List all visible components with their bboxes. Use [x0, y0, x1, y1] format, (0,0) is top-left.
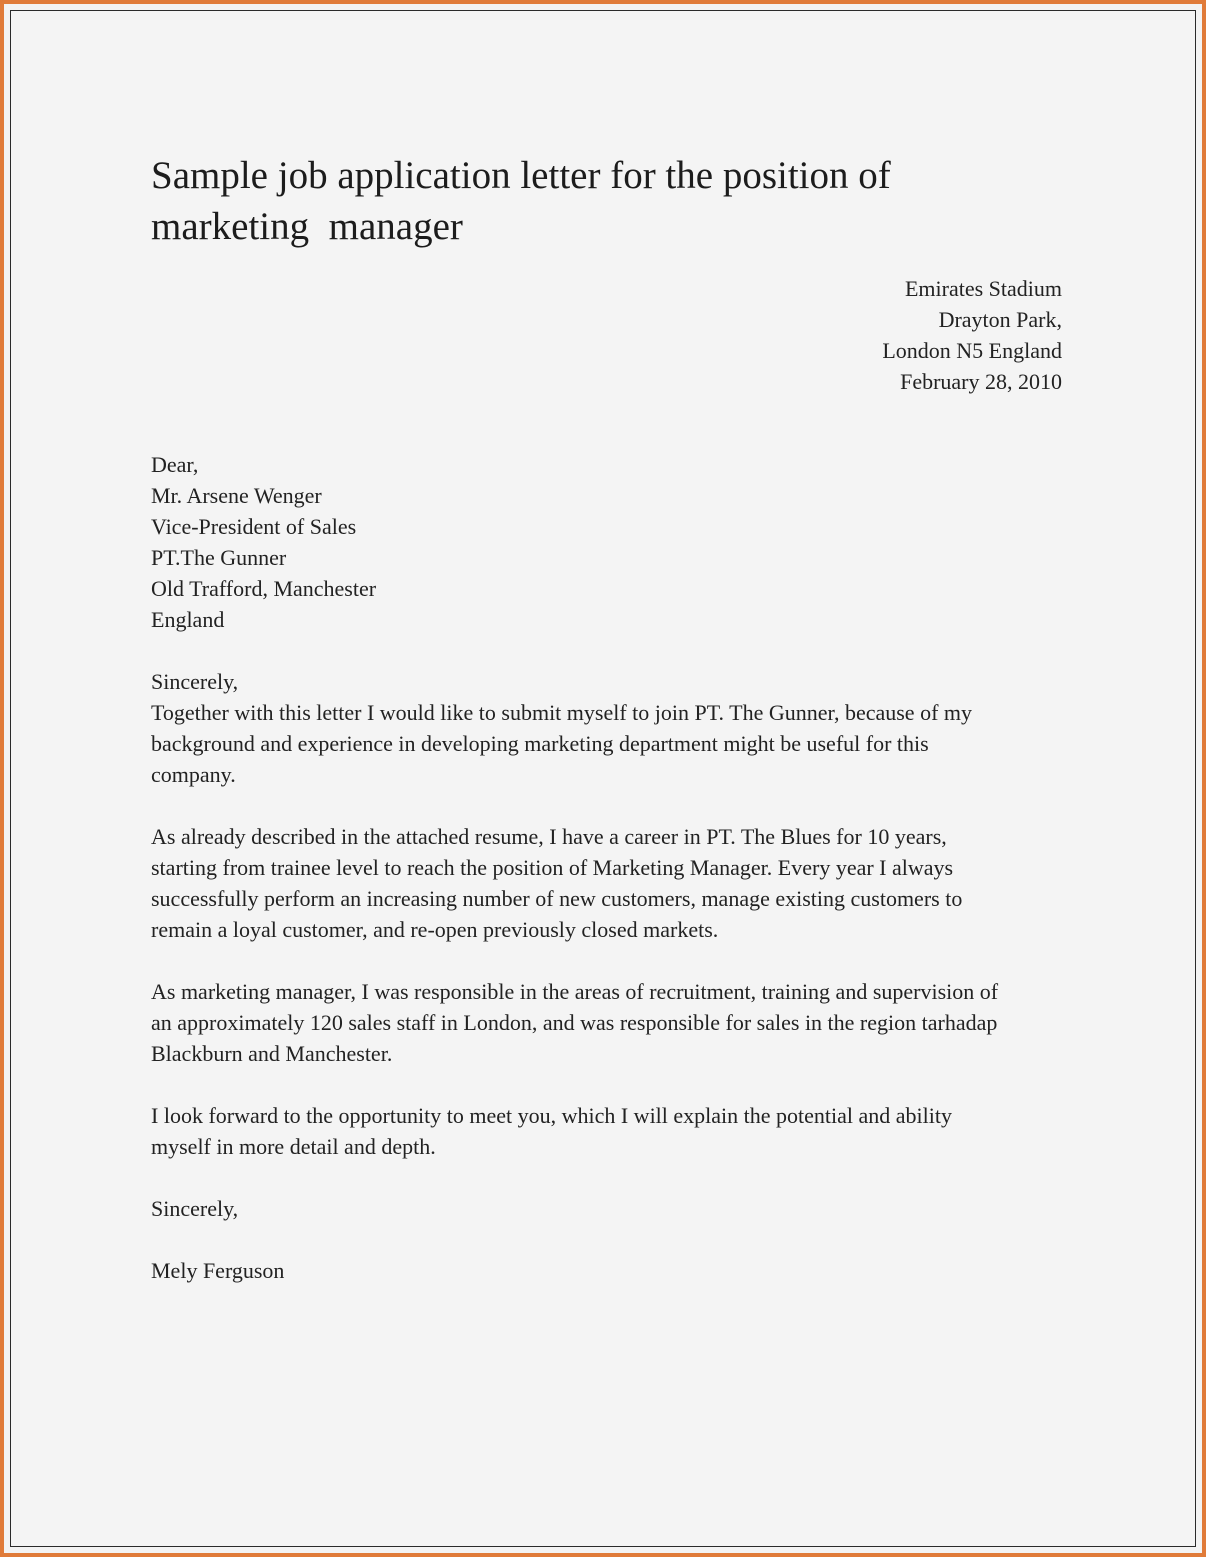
- address-line: London N5 England: [882, 338, 1062, 363]
- paragraph-line: starting from trainee level to reach the position of Marketing Manager. Every year I always: [151, 855, 954, 880]
- closing-text: Sincerely,: [151, 1196, 239, 1221]
- letter-title: [151, 150, 1051, 252]
- title-line: marketing manager: [151, 205, 463, 248]
- recipient-address-line: Old Trafford, Manchester: [151, 576, 377, 601]
- body-paragraph-4: [151, 1100, 952, 1162]
- paragraph-line: Together with this letter I would like to submit myself to join PT. The Gunner, because of my: [151, 700, 973, 725]
- paragraph-line: myself in more detail and depth.: [151, 1134, 436, 1159]
- signature: [151, 1255, 284, 1286]
- paragraph-line: As marketing manager, I was responsible in the areas of recruitment, training and supervision of: [151, 979, 999, 1004]
- greeting: [151, 666, 238, 697]
- body-paragraph-2: [151, 821, 962, 945]
- recipient-title: Vice-President of Sales: [151, 514, 357, 539]
- signature-name: Mely Ferguson: [151, 1258, 285, 1283]
- salutation: Dear,: [151, 452, 199, 477]
- recipient-name: Mr. Arsene Wenger: [151, 483, 322, 508]
- paragraph-line: company.: [151, 762, 236, 787]
- address-line: Drayton Park,: [938, 307, 1062, 332]
- paragraph-line: Blackburn and Manchester.: [151, 1041, 393, 1066]
- address-line: Emirates Stadium: [904, 276, 1062, 301]
- paragraph-line: successfully perform an increasing number of new customers, manage existing customers to: [151, 886, 963, 911]
- recipient-block: [151, 449, 376, 635]
- paragraph-line: As already described in the attached resume, I have a career in PT. The Blues for 10 years,: [151, 824, 947, 849]
- body-paragraph-1: [151, 697, 972, 790]
- body-paragraph-3: [151, 976, 998, 1069]
- closing: [151, 1193, 238, 1224]
- recipient-address-line: England: [151, 607, 225, 632]
- paragraph-line: remain a loyal customer, and re-open previously closed markets.: [151, 917, 719, 942]
- sender-address: [882, 273, 1062, 397]
- paragraph-line: I look forward to the opportunity to meet you, which I will explain the potential and ability: [151, 1103, 952, 1128]
- letter-page: [10, 10, 1196, 1547]
- letter-date: February 28, 2010: [900, 369, 1062, 394]
- greeting-text: Sincerely,: [151, 669, 239, 694]
- title-line: Sample job application letter for the position of: [151, 154, 891, 197]
- paragraph-line: an approximately 120 sales staff in London, and was responsible for sales in the region tarhadap: [151, 1010, 998, 1035]
- paragraph-line: background and experience in developing marketing department might be useful for this: [151, 731, 929, 756]
- recipient-company: PT.The Gunner: [151, 545, 287, 570]
